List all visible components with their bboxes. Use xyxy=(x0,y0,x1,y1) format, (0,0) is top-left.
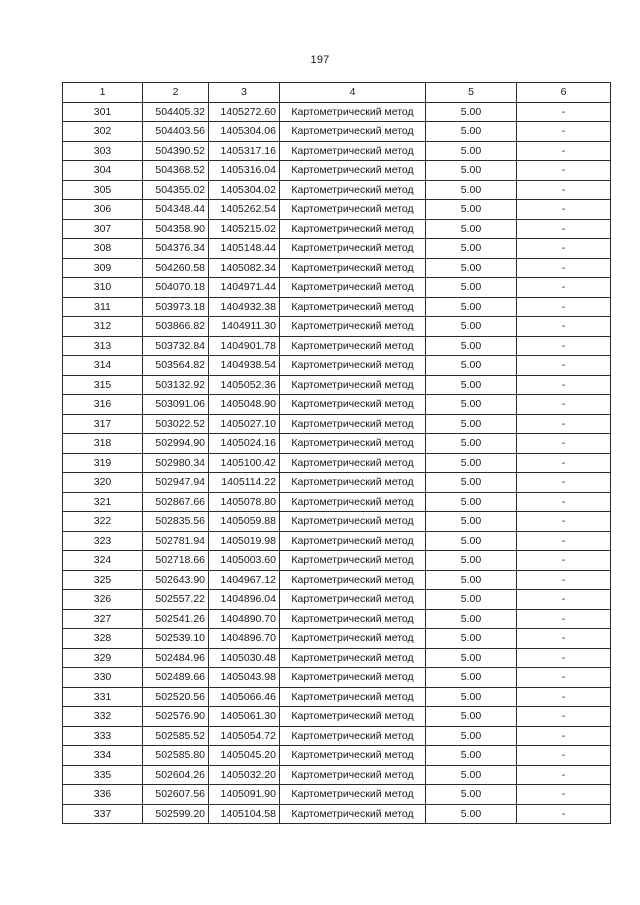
table-row xyxy=(63,434,611,454)
point-number-cell: 337 xyxy=(63,804,143,824)
note-cell: - xyxy=(517,395,611,415)
point-number-cell: 318 xyxy=(63,434,143,454)
point-number-cell: 309 xyxy=(63,258,143,278)
method-cell: Картометрический метод xyxy=(280,375,426,395)
y-coordinate-cell: 1405091.90 xyxy=(209,785,280,805)
table-row xyxy=(63,609,611,629)
method-cell: Картометрический метод xyxy=(280,648,426,668)
method-cell: Картометрический метод xyxy=(280,258,426,278)
x-coordinate-cell: 502980.34 xyxy=(143,453,209,473)
method-cell: Картометрический метод xyxy=(280,180,426,200)
method-cell: Картометрический метод xyxy=(280,434,426,454)
table-row xyxy=(63,297,611,317)
note-cell: - xyxy=(517,551,611,571)
note-cell: - xyxy=(517,629,611,649)
column-header-x-coordinate: 2 xyxy=(143,83,209,103)
y-coordinate-cell: 1405304.06 xyxy=(209,122,280,142)
method-cell: Картометрический метод xyxy=(280,629,426,649)
table-row xyxy=(63,687,611,707)
x-coordinate-cell: 504403.56 xyxy=(143,122,209,142)
point-number-cell: 328 xyxy=(63,629,143,649)
point-number-cell: 315 xyxy=(63,375,143,395)
note-cell: - xyxy=(517,317,611,337)
y-coordinate-cell: 1405061.30 xyxy=(209,707,280,727)
accuracy-cell: 5.00 xyxy=(426,648,517,668)
method-cell: Картометрический метод xyxy=(280,687,426,707)
table-row xyxy=(63,102,611,122)
accuracy-cell: 5.00 xyxy=(426,141,517,161)
note-cell: - xyxy=(517,122,611,142)
accuracy-cell: 5.00 xyxy=(426,746,517,766)
point-number-cell: 334 xyxy=(63,746,143,766)
table-row xyxy=(63,453,611,473)
y-coordinate-cell: 1405003.60 xyxy=(209,551,280,571)
x-coordinate-cell: 504355.02 xyxy=(143,180,209,200)
table-row xyxy=(63,239,611,259)
x-coordinate-cell: 503091.06 xyxy=(143,395,209,415)
method-cell: Картометрический метод xyxy=(280,102,426,122)
table-row xyxy=(63,726,611,746)
point-number-cell: 325 xyxy=(63,570,143,590)
method-cell: Картометрический метод xyxy=(280,414,426,434)
method-cell: Картометрический метод xyxy=(280,453,426,473)
method-cell: Картометрический метод xyxy=(280,141,426,161)
x-coordinate-cell: 502541.26 xyxy=(143,609,209,629)
y-coordinate-cell: 1405048.90 xyxy=(209,395,280,415)
x-coordinate-cell: 502539.10 xyxy=(143,629,209,649)
x-coordinate-cell: 502994.90 xyxy=(143,434,209,454)
point-number-cell: 306 xyxy=(63,200,143,220)
point-number-cell: 319 xyxy=(63,453,143,473)
y-coordinate-cell: 1405114.22 xyxy=(209,473,280,493)
point-number-cell: 308 xyxy=(63,239,143,259)
coordinates-table xyxy=(62,82,611,824)
y-coordinate-cell: 1405019.98 xyxy=(209,531,280,551)
accuracy-cell: 5.00 xyxy=(426,414,517,434)
method-cell: Картометрический метод xyxy=(280,707,426,727)
accuracy-cell: 5.00 xyxy=(426,590,517,610)
method-cell: Картометрический метод xyxy=(280,765,426,785)
point-number-cell: 329 xyxy=(63,648,143,668)
accuracy-cell: 5.00 xyxy=(426,375,517,395)
accuracy-cell: 5.00 xyxy=(426,395,517,415)
note-cell: - xyxy=(517,161,611,181)
method-cell: Картометрический метод xyxy=(280,570,426,590)
x-coordinate-cell: 502718.66 xyxy=(143,551,209,571)
accuracy-cell: 5.00 xyxy=(426,512,517,532)
x-coordinate-cell: 504070.18 xyxy=(143,278,209,298)
method-cell: Картометрический метод xyxy=(280,531,426,551)
note-cell: - xyxy=(517,278,611,298)
x-coordinate-cell: 504260.58 xyxy=(143,258,209,278)
accuracy-cell: 5.00 xyxy=(426,707,517,727)
x-coordinate-cell: 503564.82 xyxy=(143,356,209,376)
table-row xyxy=(63,473,611,493)
point-number-cell: 332 xyxy=(63,707,143,727)
accuracy-cell: 5.00 xyxy=(426,219,517,239)
method-cell: Картометрический метод xyxy=(280,219,426,239)
y-coordinate-cell: 1405043.98 xyxy=(209,668,280,688)
x-coordinate-cell: 502520.56 xyxy=(143,687,209,707)
x-coordinate-cell: 502489.66 xyxy=(143,668,209,688)
point-number-cell: 324 xyxy=(63,551,143,571)
point-number-cell: 320 xyxy=(63,473,143,493)
y-coordinate-cell: 1405045.20 xyxy=(209,746,280,766)
y-coordinate-cell: 1405078.80 xyxy=(209,492,280,512)
accuracy-cell: 5.00 xyxy=(426,453,517,473)
point-number-cell: 307 xyxy=(63,219,143,239)
point-number-cell: 335 xyxy=(63,765,143,785)
accuracy-cell: 5.00 xyxy=(426,122,517,142)
y-coordinate-cell: 1405316.04 xyxy=(209,161,280,181)
method-cell: Картометрический метод xyxy=(280,356,426,376)
accuracy-cell: 5.00 xyxy=(426,804,517,824)
note-cell: - xyxy=(517,590,611,610)
y-coordinate-cell: 1405104.58 xyxy=(209,804,280,824)
method-cell: Картометрический метод xyxy=(280,336,426,356)
y-coordinate-cell: 1405148.44 xyxy=(209,239,280,259)
accuracy-cell: 5.00 xyxy=(426,570,517,590)
point-number-cell: 330 xyxy=(63,668,143,688)
point-number-cell: 321 xyxy=(63,492,143,512)
accuracy-cell: 5.00 xyxy=(426,473,517,493)
y-coordinate-cell: 1404896.04 xyxy=(209,590,280,610)
point-number-cell: 314 xyxy=(63,356,143,376)
method-cell: Картометрический метод xyxy=(280,804,426,824)
accuracy-cell: 5.00 xyxy=(426,317,517,337)
point-number-cell: 323 xyxy=(63,531,143,551)
note-cell: - xyxy=(517,336,611,356)
y-coordinate-cell: 1405082.34 xyxy=(209,258,280,278)
point-number-cell: 322 xyxy=(63,512,143,532)
x-coordinate-cell: 502585.52 xyxy=(143,726,209,746)
table-row xyxy=(63,551,611,571)
point-number-cell: 316 xyxy=(63,395,143,415)
note-cell: - xyxy=(517,297,611,317)
accuracy-cell: 5.00 xyxy=(426,356,517,376)
point-number-cell: 313 xyxy=(63,336,143,356)
y-coordinate-cell: 1405032.20 xyxy=(209,765,280,785)
y-coordinate-cell: 1404901.78 xyxy=(209,336,280,356)
point-number-cell: 303 xyxy=(63,141,143,161)
point-number-cell: 311 xyxy=(63,297,143,317)
note-cell: - xyxy=(517,668,611,688)
note-cell: - xyxy=(517,375,611,395)
note-cell: - xyxy=(517,473,611,493)
y-coordinate-cell: 1405027.10 xyxy=(209,414,280,434)
table-row xyxy=(63,336,611,356)
table-row xyxy=(63,785,611,805)
note-cell: - xyxy=(517,707,611,727)
x-coordinate-cell: 503132.92 xyxy=(143,375,209,395)
x-coordinate-cell: 502643.90 xyxy=(143,570,209,590)
note-cell: - xyxy=(517,785,611,805)
note-cell: - xyxy=(517,356,611,376)
x-coordinate-cell: 504376.34 xyxy=(143,239,209,259)
table-row xyxy=(63,765,611,785)
table-row xyxy=(63,531,611,551)
point-number-cell: 310 xyxy=(63,278,143,298)
x-coordinate-cell: 503866.82 xyxy=(143,317,209,337)
table-row xyxy=(63,414,611,434)
note-cell: - xyxy=(517,258,611,278)
method-cell: Картометрический метод xyxy=(280,609,426,629)
table-row xyxy=(63,317,611,337)
accuracy-cell: 5.00 xyxy=(426,785,517,805)
x-coordinate-cell: 502781.94 xyxy=(143,531,209,551)
y-coordinate-cell: 1405272.60 xyxy=(209,102,280,122)
x-coordinate-cell: 502604.26 xyxy=(143,765,209,785)
accuracy-cell: 5.00 xyxy=(426,629,517,649)
note-cell: - xyxy=(517,200,611,220)
column-header-y-coordinate: 3 xyxy=(209,83,280,103)
y-coordinate-cell: 1404911.30 xyxy=(209,317,280,337)
table-row xyxy=(63,804,611,824)
method-cell: Картометрический метод xyxy=(280,551,426,571)
y-coordinate-cell: 1405024.16 xyxy=(209,434,280,454)
accuracy-cell: 5.00 xyxy=(426,434,517,454)
y-coordinate-cell: 1404967.12 xyxy=(209,570,280,590)
table-row xyxy=(63,180,611,200)
x-coordinate-cell: 502867.66 xyxy=(143,492,209,512)
method-cell: Картометрический метод xyxy=(280,278,426,298)
x-coordinate-cell: 502835.56 xyxy=(143,512,209,532)
table-row xyxy=(63,492,611,512)
y-coordinate-cell: 1405262.54 xyxy=(209,200,280,220)
accuracy-cell: 5.00 xyxy=(426,102,517,122)
note-cell: - xyxy=(517,219,611,239)
accuracy-cell: 5.00 xyxy=(426,531,517,551)
x-coordinate-cell: 504390.52 xyxy=(143,141,209,161)
column-header-method: 4 xyxy=(280,83,426,103)
note-cell: - xyxy=(517,512,611,532)
method-cell: Картометрический метод xyxy=(280,122,426,142)
point-number-cell: 302 xyxy=(63,122,143,142)
table-row xyxy=(63,200,611,220)
x-coordinate-cell: 502947.94 xyxy=(143,473,209,493)
note-cell: - xyxy=(517,141,611,161)
accuracy-cell: 5.00 xyxy=(426,278,517,298)
y-coordinate-cell: 1404890.70 xyxy=(209,609,280,629)
x-coordinate-cell: 503022.52 xyxy=(143,414,209,434)
x-coordinate-cell: 502599.20 xyxy=(143,804,209,824)
method-cell: Картометрический метод xyxy=(280,473,426,493)
accuracy-cell: 5.00 xyxy=(426,200,517,220)
point-number-cell: 317 xyxy=(63,414,143,434)
method-cell: Картометрический метод xyxy=(280,395,426,415)
accuracy-cell: 5.00 xyxy=(426,492,517,512)
note-cell: - xyxy=(517,239,611,259)
method-cell: Картометрический метод xyxy=(280,746,426,766)
y-coordinate-cell: 1405215.02 xyxy=(209,219,280,239)
y-coordinate-cell: 1404932.38 xyxy=(209,297,280,317)
x-coordinate-cell: 502607.56 xyxy=(143,785,209,805)
method-cell: Картометрический метод xyxy=(280,492,426,512)
note-cell: - xyxy=(517,687,611,707)
table-row xyxy=(63,512,611,532)
table-header xyxy=(63,83,611,103)
page-number: 197 xyxy=(310,54,330,66)
column-header-point-number: 1 xyxy=(63,83,143,103)
table-row xyxy=(63,648,611,668)
point-number-cell: 333 xyxy=(63,726,143,746)
table-row xyxy=(63,219,611,239)
table-row xyxy=(63,258,611,278)
accuracy-cell: 5.00 xyxy=(426,687,517,707)
x-coordinate-cell: 504368.52 xyxy=(143,161,209,181)
accuracy-cell: 5.00 xyxy=(426,239,517,259)
note-cell: - xyxy=(517,180,611,200)
method-cell: Картометрический метод xyxy=(280,239,426,259)
table-row xyxy=(63,590,611,610)
note-cell: - xyxy=(517,414,611,434)
method-cell: Картометрический метод xyxy=(280,512,426,532)
note-cell: - xyxy=(517,492,611,512)
point-number-cell: 312 xyxy=(63,317,143,337)
note-cell: - xyxy=(517,570,611,590)
accuracy-cell: 5.00 xyxy=(426,765,517,785)
point-number-cell: 336 xyxy=(63,785,143,805)
note-cell: - xyxy=(517,531,611,551)
note-cell: - xyxy=(517,746,611,766)
method-cell: Картометрический метод xyxy=(280,161,426,181)
table-row xyxy=(63,122,611,142)
table-row xyxy=(63,375,611,395)
y-coordinate-cell: 1405100.42 xyxy=(209,453,280,473)
y-coordinate-cell: 1405030.48 xyxy=(209,648,280,668)
table-row xyxy=(63,141,611,161)
table-body xyxy=(63,102,611,824)
method-cell: Картометрический метод xyxy=(280,785,426,805)
x-coordinate-cell: 502557.22 xyxy=(143,590,209,610)
header-row xyxy=(63,83,611,103)
accuracy-cell: 5.00 xyxy=(426,297,517,317)
table-row xyxy=(63,161,611,181)
method-cell: Картометрический метод xyxy=(280,726,426,746)
table-row xyxy=(63,570,611,590)
y-coordinate-cell: 1404938.54 xyxy=(209,356,280,376)
x-coordinate-cell: 503732.84 xyxy=(143,336,209,356)
point-number-cell: 326 xyxy=(63,590,143,610)
y-coordinate-cell: 1405052.36 xyxy=(209,375,280,395)
table-row xyxy=(63,746,611,766)
table-row xyxy=(63,707,611,727)
note-cell: - xyxy=(517,434,611,454)
table-row xyxy=(63,395,611,415)
y-coordinate-cell: 1404971.44 xyxy=(209,278,280,298)
table-row xyxy=(63,629,611,649)
accuracy-cell: 5.00 xyxy=(426,161,517,181)
accuracy-cell: 5.00 xyxy=(426,336,517,356)
y-coordinate-cell: 1405054.72 xyxy=(209,726,280,746)
x-coordinate-cell: 502576.90 xyxy=(143,707,209,727)
method-cell: Картометрический метод xyxy=(280,317,426,337)
note-cell: - xyxy=(517,453,611,473)
note-cell: - xyxy=(517,804,611,824)
x-coordinate-cell: 503973.18 xyxy=(143,297,209,317)
point-number-cell: 301 xyxy=(63,102,143,122)
accuracy-cell: 5.00 xyxy=(426,180,517,200)
method-cell: Картометрический метод xyxy=(280,297,426,317)
x-coordinate-cell: 502585.80 xyxy=(143,746,209,766)
table-row xyxy=(63,278,611,298)
note-cell: - xyxy=(517,648,611,668)
method-cell: Картометрический метод xyxy=(280,590,426,610)
table-row xyxy=(63,668,611,688)
column-header-accuracy: 5 xyxy=(426,83,517,103)
point-number-cell: 304 xyxy=(63,161,143,181)
x-coordinate-cell: 504358.90 xyxy=(143,219,209,239)
x-coordinate-cell: 504348.44 xyxy=(143,200,209,220)
point-number-cell: 327 xyxy=(63,609,143,629)
y-coordinate-cell: 1405317.16 xyxy=(209,141,280,161)
point-number-cell: 305 xyxy=(63,180,143,200)
accuracy-cell: 5.00 xyxy=(426,609,517,629)
method-cell: Картометрический метод xyxy=(280,200,426,220)
method-cell: Картометрический метод xyxy=(280,668,426,688)
accuracy-cell: 5.00 xyxy=(426,726,517,746)
y-coordinate-cell: 1404896.70 xyxy=(209,629,280,649)
y-coordinate-cell: 1405304.02 xyxy=(209,180,280,200)
column-header-note: 6 xyxy=(517,83,611,103)
y-coordinate-cell: 1405066.46 xyxy=(209,687,280,707)
x-coordinate-cell: 504405.32 xyxy=(143,102,209,122)
y-coordinate-cell: 1405059.88 xyxy=(209,512,280,532)
x-coordinate-cell: 502484.96 xyxy=(143,648,209,668)
accuracy-cell: 5.00 xyxy=(426,551,517,571)
table-row xyxy=(63,356,611,376)
note-cell: - xyxy=(517,726,611,746)
note-cell: - xyxy=(517,102,611,122)
note-cell: - xyxy=(517,765,611,785)
accuracy-cell: 5.00 xyxy=(426,258,517,278)
accuracy-cell: 5.00 xyxy=(426,668,517,688)
note-cell: - xyxy=(517,609,611,629)
point-number-cell: 331 xyxy=(63,687,143,707)
